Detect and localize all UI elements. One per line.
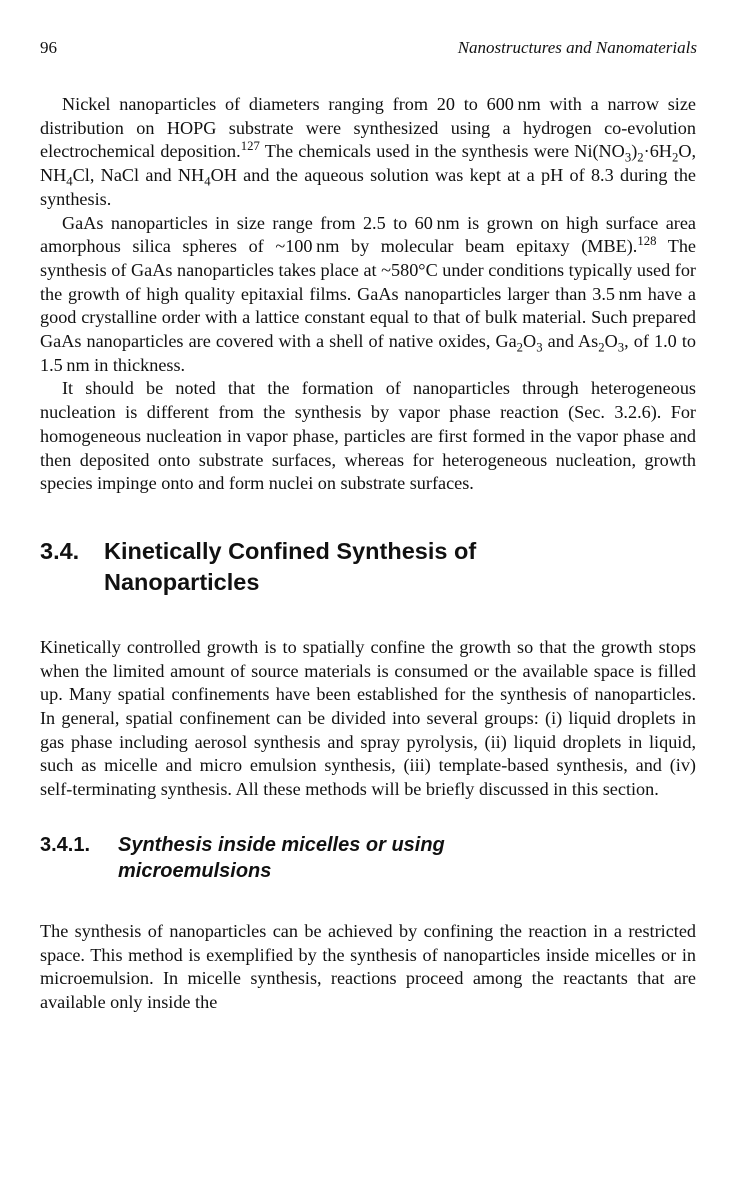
subsection-title-line2: microemulsions [118,859,272,882]
subsection-title-line1: Synthesis inside micelles or using [118,833,445,856]
paragraph-nickel-nanoparticles: Nickel nanoparticles of diameters ranging from 20 to 600 nm with a narrow size distribution on HOPG substrate were synthesized using a hydrogen co-evolution electrochemical deposition.$^{127}$ The chemicals used in the synthesis were $Ni(NO_3)_2\cdot 6H_2O$, $NH_4Cl$, NaCl and $NH_4OH$ and the aqueous solution was kept at a pH of 8.3 during the synthesis. [40,94,696,209]
citation-128: 128 [637,234,657,249]
running-header [40,38,697,62]
subsection-number: 3.4.1. [40,833,91,856]
page-number: 96 [40,38,57,57]
section-title-line1: Kinetically Confined Synthesis of [104,537,477,564]
section-heading [40,536,696,598]
running-title: Nanostructures and Nanomaterials [457,38,697,57]
paragraph-micelle-synthesis: The synthesis of nanoparticles can be achieved by confining the reaction in a restricted space. This method is exemplified by the synthesis of nanoparticles inside micelles or in microemulsion. In micelle synthesis, reactions proceed among the reactants that are available only inside the [40,920,696,1012]
paragraph-heterogeneous-nucleation: It should be noted that the formation of nanoparticles through heterogeneous nucleation is different from the synthesis by vapor phase reaction (Sec. 3.2.6). For homogeneous nucleation in vapor phase, particles are first formed in the vapor phase and then deposited onto substrate surfaces, whereas for heterogeneous nucleation, growth species impinge onto and form nuclei on substrate surfaces. [40,378,696,494]
citation-127: 127 [240,139,260,154]
section-title-line2: Nanoparticles [104,568,260,595]
paragraph-kinetically-controlled: Kinetically controlled growth is to spatially confine the growth so that the growth stops when the limited amount of source materials is consumed or the available space is filled up. Many spatial confinements have been established for the synthesis of nanoparticles. In general, spatial confinement can be divided into several groups: (i) liquid droplets in gas phase including aerosol synthesis and spray pyrolysis, (ii) liquid droplets in liquid, such as micelle and micro emulsion synthesis, (iii) template-based synthesis, and (iv) self-terminating synthesis. All these methods will be briefly discussed in this section. [40,636,696,800]
paragraph-gaas-nanoparticles: GaAs nanoparticles in size range from 2.5 to 60 nm is grown on high surface area amorphous silica spheres of ~100 nm by molecular beam epitaxy (MBE).$^{128}$ The synthesis of GaAs nanoparticles takes place at ~580°C under conditions typically used for the growth of high quality epitaxial films. GaAs nanoparticles larger than 3.5 nm have a good crystalline order with a lattice constant equal to that of bulk material. Such prepared GaAs nanoparticles are covered with a shell of native oxides, $Ga_2O_3$ and $As_2O_3$, of 1.0 to 1.5 nm in thickness. [40,212,696,375]
section-number: 3.4. [40,537,80,564]
subsection-heading [40,832,696,884]
body-text [40,93,696,1015]
